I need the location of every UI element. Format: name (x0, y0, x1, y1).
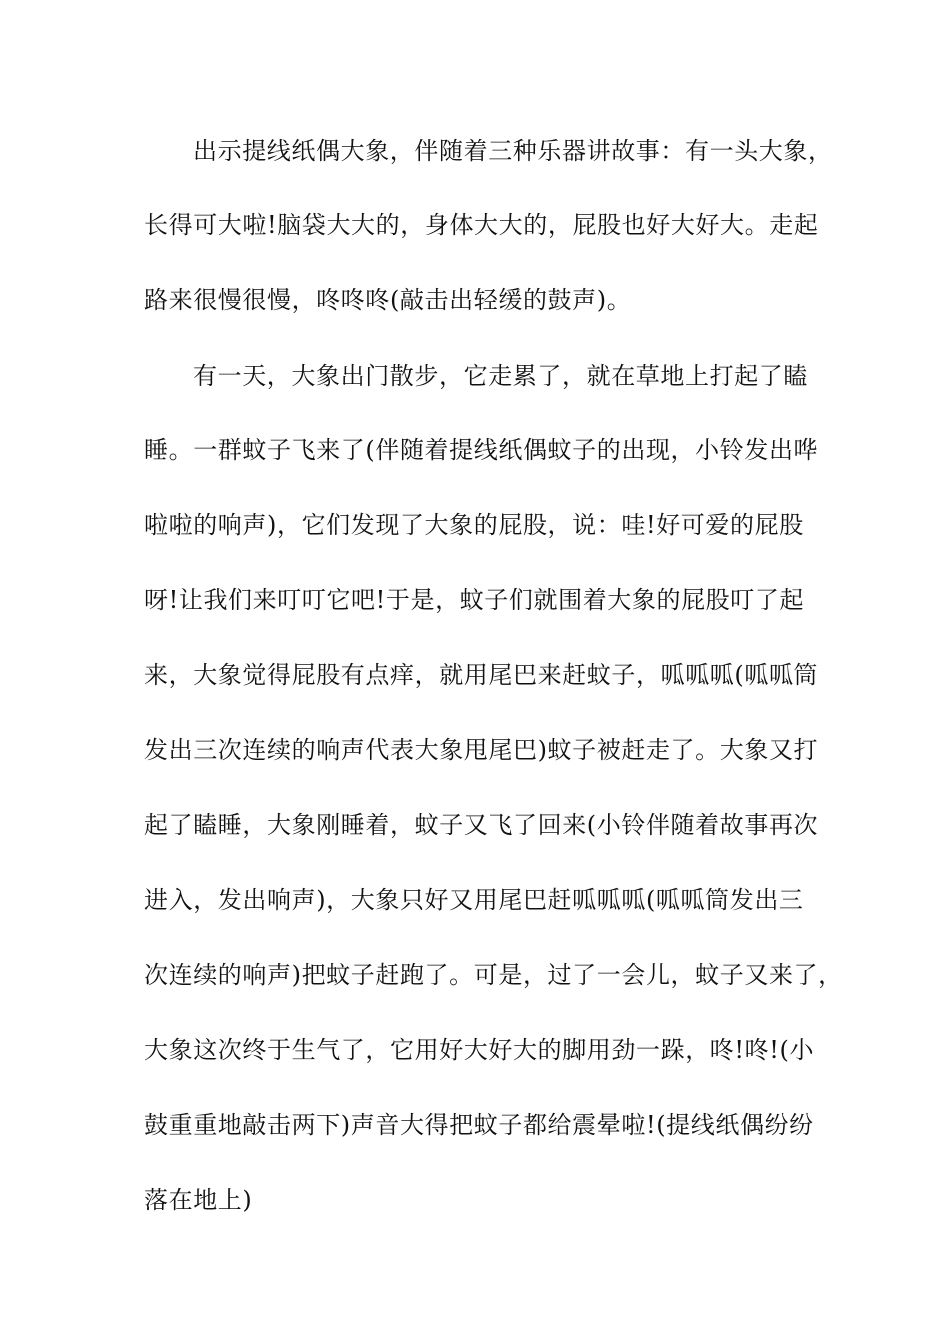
paragraph-1-line-1: 出示提线纸偶大象，伴随着三种乐器讲故事：有一头大象， (193, 137, 833, 165)
paragraph-1-line-3: 路来很慢很慢，咚咚咚(敲击出轻缓的鼓声)。 (144, 286, 632, 314)
paragraph-2-line-3: 啦啦的响声)，它们发现了大象的屁股，说：哇!好可爱的屁股 (144, 511, 804, 539)
paragraph-2-line-8: 进入，发出响声)，大象只好又用尾巴赶呱呱呱(呱呱筒发出三 (144, 886, 804, 914)
paragraph-2-line-5: 来，大象觉得屁股有点痒，就用尾巴来赶蚊子，呱呱呱(呱呱筒 (144, 661, 819, 689)
paragraph-2-line-2: 睡。一群蚊子飞来了(伴随着提线纸偶蚊子的出现，小铃发出哗 (144, 436, 819, 464)
paragraph-1-line-2: 长得可大啦!脑袋大大的，身体大大的，屁股也好大好大。走起 (144, 211, 819, 239)
paragraph-2-line-10: 大象这次终于生气了，它用好大好大的脚用劲一跺，咚!咚!(小 (144, 1036, 815, 1064)
paragraph-2-line-6: 发出三次连续的响声代表大象甩尾巴)蚊子被赶走了。大象又打 (144, 736, 819, 764)
paragraph-2-line-1: 有一天，大象出门散步，它走累了，就在草地上打起了瞌 (193, 362, 808, 390)
paragraph-2-line-9: 次连续的响声)把蚊子赶跑了。可是，过了一会儿，蚊子又来了， (144, 961, 843, 989)
paragraph-2-line-4: 呀!让我们来叮叮它吧!于是，蚊子们就围着大象的屁股叮了起 (144, 586, 805, 614)
paragraph-2-line-7: 起了瞌睡，大象刚睡着，蚊子又飞了回来(小铃伴随着故事再次 (144, 811, 819, 839)
paragraph-2-line-12: 落在地上) (144, 1186, 253, 1214)
paragraph-2-line-11: 鼓重重地敲击两下)声音大得把蚊子都给震晕啦!(提线纸偶纷纷 (144, 1111, 814, 1139)
